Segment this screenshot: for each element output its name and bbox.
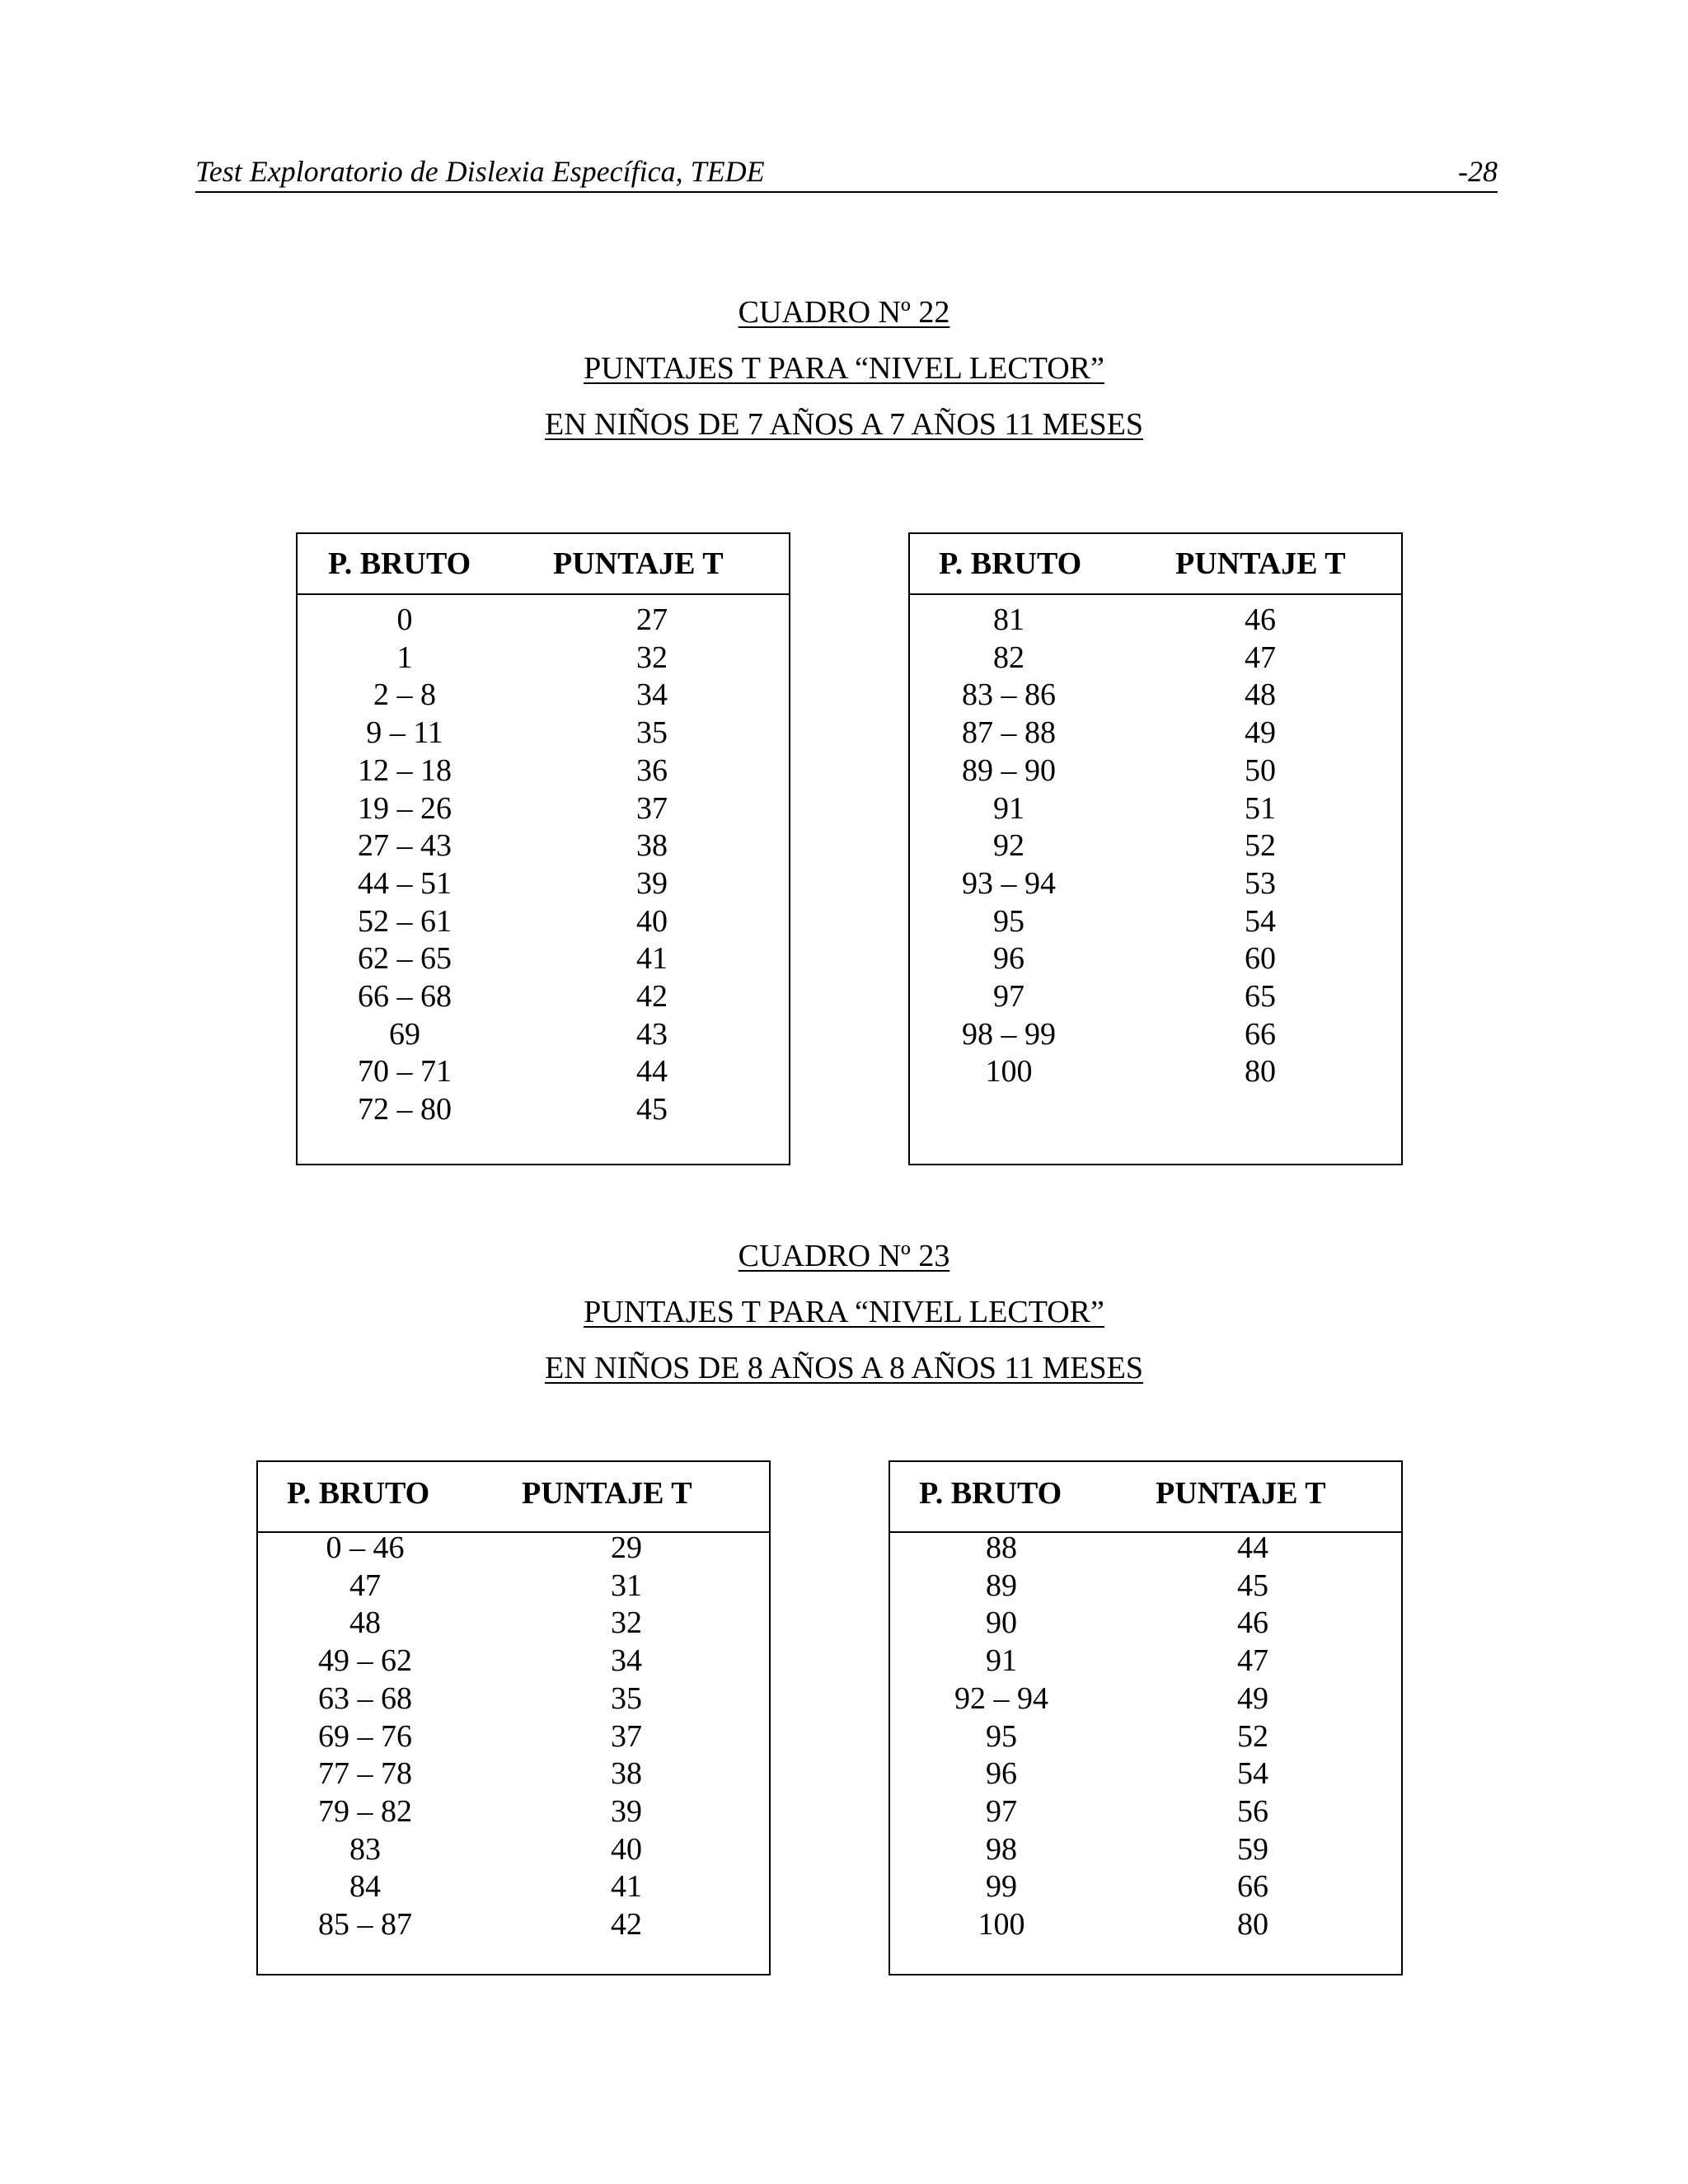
table-row (910, 902, 1401, 940)
cell-puntaje-t: 66 (1237, 1869, 1268, 1905)
cell-puntaje-t: 65 (1245, 979, 1276, 1014)
table-row (910, 752, 1401, 790)
cell-puntaje-t: 47 (1237, 1643, 1268, 1679)
table-row (298, 639, 789, 677)
cell-puntaje-t: 80 (1245, 1054, 1276, 1090)
cell-p-bruto: 66 – 68 (358, 979, 452, 1014)
cell-puntaje-t: 35 (636, 715, 668, 751)
table-row (910, 940, 1401, 977)
cell-puntaje-t: 35 (611, 1680, 642, 1716)
cell-p-bruto: 89 (986, 1568, 1017, 1603)
cell-p-bruto: 52 – 61 (358, 903, 452, 939)
cell-p-bruto: 69 (389, 1016, 420, 1052)
table-row (258, 1755, 769, 1793)
table-row (298, 902, 789, 940)
table-header (910, 534, 1401, 595)
table-header (890, 1462, 1401, 1533)
cell-p-bruto: 96 (986, 1756, 1017, 1792)
cell-puntaje-t: 54 (1245, 903, 1276, 939)
table-row (298, 865, 789, 902)
col-header-puntaje-t: PUNTAJE T (1175, 546, 1346, 581)
cell-puntaje-t: 41 (636, 941, 668, 977)
cell-p-bruto: 48 (349, 1605, 381, 1641)
cell-p-bruto: 27 – 43 (358, 828, 452, 864)
running-header (195, 155, 1498, 193)
cuadro-23-number: CUADRO Nº 23 (738, 1239, 950, 1273)
table-row (298, 714, 789, 752)
table-header (298, 534, 789, 595)
cuadro-22-table-left (296, 532, 790, 1165)
table-row (890, 1604, 1401, 1642)
cell-p-bruto: 88 (986, 1530, 1017, 1565)
cell-puntaje-t: 40 (611, 1831, 642, 1867)
table-header (258, 1462, 769, 1533)
table-row (298, 790, 789, 827)
table-row (890, 1642, 1401, 1680)
table-row (910, 714, 1401, 752)
cell-p-bruto: 82 (993, 640, 1025, 675)
cell-p-bruto: 49 – 62 (318, 1643, 412, 1679)
cell-puntaje-t: 52 (1237, 1718, 1268, 1754)
table-row (258, 1830, 769, 1868)
cell-p-bruto: 47 (349, 1568, 381, 1603)
cell-puntaje-t: 54 (1237, 1756, 1268, 1792)
cuadro-23-subtitle: EN NIÑOS DE 8 AÑOS A 8 AÑOS 11 MESES (545, 1351, 1143, 1385)
cell-puntaje-t: 40 (636, 903, 668, 939)
table-row (890, 1905, 1401, 1943)
table-row (298, 676, 789, 714)
cell-p-bruto: 44 – 51 (358, 865, 452, 901)
table-row (910, 601, 1401, 639)
table-row (910, 865, 1401, 902)
cell-puntaje-t: 48 (1245, 677, 1276, 713)
cuadro-22-table-right (908, 532, 1403, 1165)
table-row (298, 601, 789, 639)
cell-puntaje-t: 42 (636, 979, 668, 1014)
cell-puntaje-t: 38 (636, 828, 668, 864)
table-row (298, 1015, 789, 1053)
cell-puntaje-t: 44 (636, 1054, 668, 1090)
cell-p-bruto: 69 – 76 (318, 1718, 412, 1754)
cell-puntaje-t: 43 (636, 1016, 668, 1052)
cell-puntaje-t: 45 (1237, 1568, 1268, 1603)
cell-puntaje-t: 32 (636, 640, 668, 675)
cell-p-bruto: 95 (986, 1718, 1017, 1754)
cell-p-bruto: 97 (986, 1793, 1017, 1829)
cell-p-bruto: 90 (986, 1605, 1017, 1641)
col-header-p-bruto: P. BRUTO (919, 1476, 1062, 1511)
table-row (258, 1642, 769, 1680)
cell-puntaje-t: 44 (1237, 1530, 1268, 1565)
cuadro-22-number: CUADRO Nº 22 (738, 295, 950, 330)
cuadro-23-table-right (889, 1460, 1403, 1975)
col-header-p-bruto: P. BRUTO (287, 1476, 430, 1511)
table-row (890, 1755, 1401, 1793)
cell-p-bruto: 92 (993, 828, 1025, 864)
cell-puntaje-t: 49 (1245, 715, 1276, 751)
cell-puntaje-t: 53 (1245, 865, 1276, 901)
page-number: -28 (1458, 155, 1498, 188)
table-row (910, 827, 1401, 865)
cell-p-bruto: 93 – 94 (962, 865, 1056, 901)
cell-puntaje-t: 34 (611, 1643, 642, 1679)
document-title: Test Exploratorio de Dislexia Específica, TEDE (195, 155, 765, 188)
cell-puntaje-t: 56 (1237, 1793, 1268, 1829)
cell-p-bruto: 87 – 88 (962, 715, 1056, 751)
table-row (890, 1718, 1401, 1755)
cuadro-22-subtitle: EN NIÑOS DE 7 AÑOS A 7 AÑOS 11 MESES (545, 407, 1143, 442)
table-row (258, 1718, 769, 1755)
col-header-puntaje-t: PUNTAJE T (1156, 1476, 1326, 1511)
table-row (298, 1090, 789, 1128)
cell-p-bruto: 2 – 8 (373, 677, 436, 713)
cell-p-bruto: 62 – 65 (358, 941, 452, 977)
cell-p-bruto: 77 – 78 (318, 1756, 412, 1792)
table-row (258, 1567, 769, 1605)
cell-puntaje-t: 46 (1237, 1605, 1268, 1641)
cuadro-23-table-left (256, 1460, 771, 1975)
cell-puntaje-t: 34 (636, 677, 668, 713)
cell-puntaje-t: 36 (636, 752, 668, 788)
cell-p-bruto: 85 – 87 (318, 1907, 412, 1942)
cell-p-bruto: 19 – 26 (358, 790, 452, 826)
cell-p-bruto: 98 (986, 1831, 1017, 1867)
cuadro-22-title: PUNTAJES T PARA “NIVEL LECTOR” (584, 351, 1104, 386)
cell-puntaje-t: 27 (636, 602, 668, 637)
table-row (298, 1052, 789, 1090)
cell-p-bruto: 97 (993, 979, 1025, 1014)
cell-p-bruto: 1 (396, 640, 413, 675)
cell-p-bruto: 81 (993, 602, 1025, 637)
cell-p-bruto: 9 – 11 (366, 715, 443, 751)
table-row (910, 1015, 1401, 1053)
table-row (890, 1567, 1401, 1605)
cell-p-bruto: 100 (978, 1907, 1025, 1942)
col-header-puntaje-t: PUNTAJE T (522, 1476, 692, 1511)
cell-p-bruto: 91 (993, 790, 1025, 826)
cell-p-bruto: 98 – 99 (962, 1016, 1056, 1052)
table-row (258, 1793, 769, 1830)
cell-p-bruto: 83 (349, 1831, 381, 1867)
cell-puntaje-t: 49 (1237, 1680, 1268, 1716)
cell-puntaje-t: 51 (1245, 790, 1276, 826)
cell-puntaje-t: 37 (636, 790, 668, 826)
table-row (298, 752, 789, 790)
cell-p-bruto: 72 – 80 (358, 1092, 452, 1127)
cell-p-bruto: 96 (993, 941, 1025, 977)
table-row (258, 1868, 769, 1905)
cell-p-bruto: 0 – 46 (326, 1530, 405, 1565)
cell-puntaje-t: 38 (611, 1756, 642, 1792)
cell-puntaje-t: 39 (636, 865, 668, 901)
cell-puntaje-t: 29 (611, 1530, 642, 1565)
cell-puntaje-t: 60 (1245, 941, 1276, 977)
cell-p-bruto: 70 – 71 (358, 1054, 452, 1090)
table-row (298, 940, 789, 977)
cell-puntaje-t: 41 (611, 1869, 642, 1905)
cell-puntaje-t: 46 (1245, 602, 1276, 637)
cell-p-bruto: 89 – 90 (962, 752, 1056, 788)
table-row (890, 1830, 1401, 1868)
cell-puntaje-t: 31 (611, 1568, 642, 1603)
col-header-puntaje-t: PUNTAJE T (553, 546, 724, 581)
table-row (910, 639, 1401, 677)
cell-puntaje-t: 80 (1237, 1907, 1268, 1942)
table-row (910, 977, 1401, 1015)
cell-puntaje-t: 47 (1245, 640, 1276, 675)
table-row (890, 1529, 1401, 1567)
cell-puntaje-t: 37 (611, 1718, 642, 1754)
table-row (298, 977, 789, 1015)
table-row (910, 790, 1401, 827)
cell-puntaje-t: 32 (611, 1605, 642, 1641)
table-row (910, 676, 1401, 714)
cell-p-bruto: 83 – 86 (962, 677, 1056, 713)
cell-puntaje-t: 50 (1245, 752, 1276, 788)
table-row (890, 1868, 1401, 1905)
cell-p-bruto: 100 (985, 1054, 1033, 1090)
table-row (258, 1529, 769, 1567)
cell-p-bruto: 92 – 94 (954, 1680, 1048, 1716)
table-row (910, 1052, 1401, 1090)
cell-p-bruto: 95 (993, 903, 1025, 939)
cell-p-bruto: 12 – 18 (358, 752, 452, 788)
table-row (258, 1680, 769, 1718)
cuadro-23-title: PUNTAJES T PARA “NIVEL LECTOR” (584, 1295, 1104, 1329)
cell-p-bruto: 91 (986, 1643, 1017, 1679)
cell-puntaje-t: 42 (611, 1907, 642, 1942)
col-header-p-bruto: P. BRUTO (939, 546, 1082, 581)
cell-p-bruto: 84 (349, 1869, 381, 1905)
col-header-p-bruto: P. BRUTO (328, 546, 471, 581)
cell-puntaje-t: 66 (1245, 1016, 1276, 1052)
cell-puntaje-t: 39 (611, 1793, 642, 1829)
cell-puntaje-t: 59 (1237, 1831, 1268, 1867)
cell-p-bruto: 0 (396, 602, 413, 637)
table-row (258, 1905, 769, 1943)
cell-puntaje-t: 52 (1245, 828, 1276, 864)
cell-p-bruto: 79 – 82 (318, 1793, 412, 1829)
table-row (298, 827, 789, 865)
cell-p-bruto: 99 (986, 1869, 1017, 1905)
table-row (890, 1680, 1401, 1718)
cell-puntaje-t: 45 (636, 1092, 668, 1127)
cell-p-bruto: 63 – 68 (318, 1680, 412, 1716)
table-row (258, 1604, 769, 1642)
table-row (890, 1793, 1401, 1830)
